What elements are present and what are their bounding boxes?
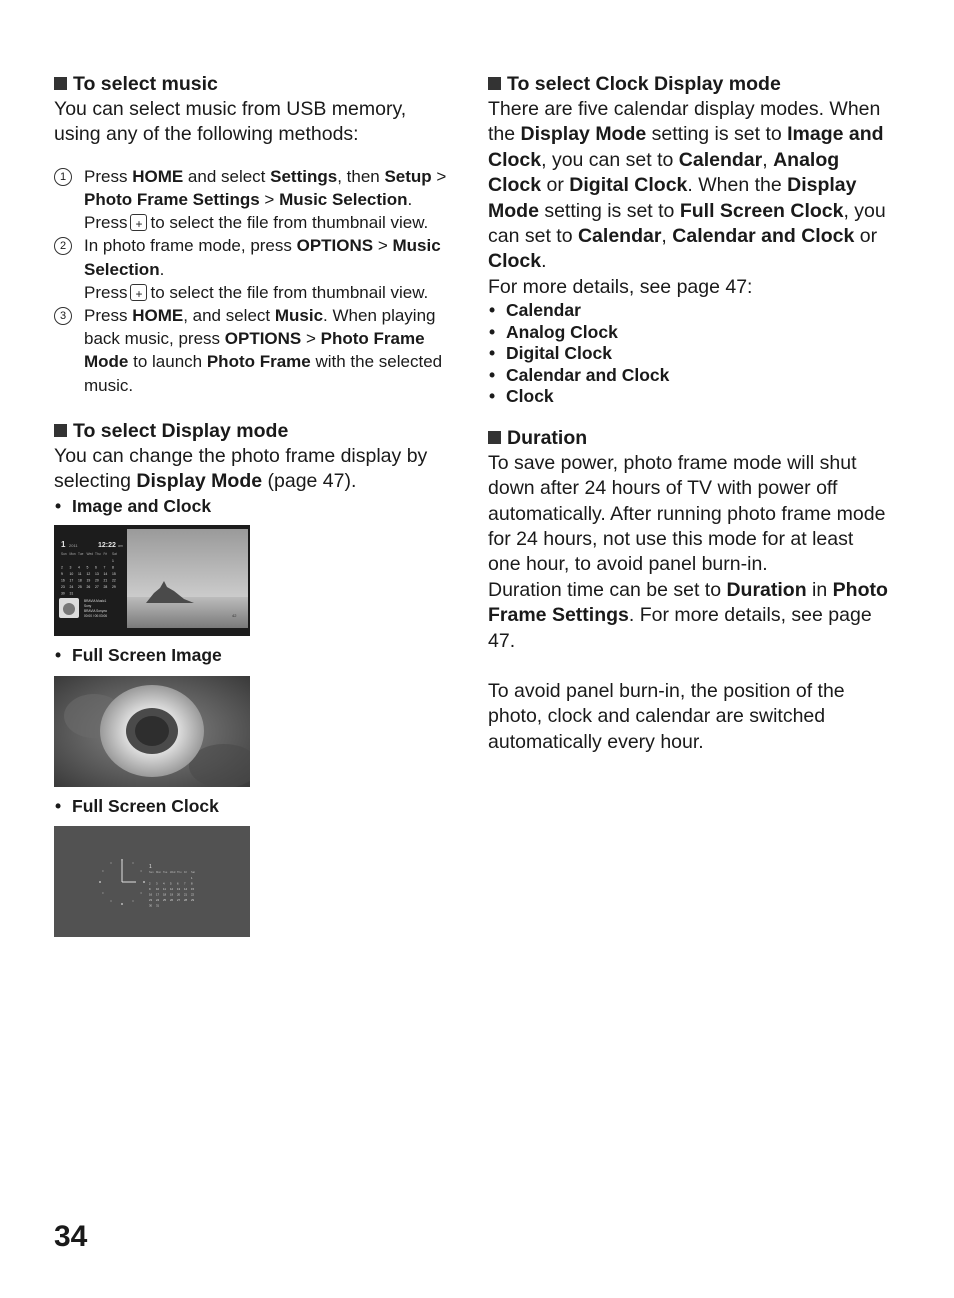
clock-display-more: For more details, see page 47: — [488, 275, 753, 298]
mode-full-screen-image-label: • Full Screen Image — [54, 645, 449, 667]
clock-calendar-date: 27 — [177, 898, 181, 903]
select-music-intro: You can select music from USB memory, using any of the following methods: — [54, 98, 407, 146]
clock-calendar-date: 2 — [149, 881, 151, 886]
step-number-2: 2 — [54, 237, 72, 255]
mode-full-screen-clock-label: • Full Screen Clock — [54, 796, 449, 818]
clock-calendar-date: 19 — [170, 892, 174, 897]
clock-calendar-date: 4 — [163, 881, 165, 886]
clock-weekday-label: Fri — [184, 871, 188, 875]
clock-tick — [133, 901, 134, 902]
step-number-1: 1 — [54, 168, 72, 186]
clock-weekday-label: Tue — [163, 871, 168, 875]
clock-calendar-date: 31 — [156, 903, 160, 908]
calendar-date: 10 — [69, 572, 74, 577]
clock-calendar-date: 30 — [149, 903, 153, 908]
clock-time: 12:22 — [98, 542, 116, 550]
calendar-date: 18 — [78, 578, 82, 583]
select-music-heading: To select music — [54, 71, 449, 97]
weekday-label: Wed — [86, 552, 93, 557]
calendar-date: 30 — [61, 591, 65, 596]
clock-calendar-date: 3 — [156, 881, 158, 886]
clock-mode-list — [488, 300, 888, 408]
clock-weekday-label: Wed — [170, 871, 176, 875]
music-info — [84, 599, 107, 618]
clock-tick — [121, 903, 123, 905]
calendar-date: 9 — [61, 572, 63, 577]
calendar-date: 20 — [95, 578, 99, 583]
left-column — [54, 71, 449, 937]
calendar-date: 14 — [103, 572, 108, 577]
clock-calendar-date: 15 — [191, 887, 195, 892]
list-item: • Analog Clock — [488, 322, 888, 344]
clock-screen-background — [54, 826, 250, 937]
music-step-2: 2 In photo frame mode, press OPTIONS > Music Selection. Press+ to select the file from thumbnail view. — [54, 234, 449, 304]
calendar-date: 1 — [112, 559, 114, 564]
clock-calendar-date: 6 — [177, 881, 179, 886]
clock-calendar-date: 23 — [149, 898, 153, 903]
duration-paragraph-1: To save power, photo frame mode will shut down after 24 hours of TV with power off automatically. After running photo frame mode for 24 hours, not use this mode for at least one hour, to avoid panel burn-in. — [488, 451, 886, 576]
mode-image-and-clock-label: • Image and Clock — [54, 496, 449, 518]
clock-calendar-date: 24 — [156, 898, 160, 903]
calendar-date: 7 — [103, 565, 106, 570]
calendar-date: 8 — [112, 565, 114, 570]
music-info-line: BRAVIA Sonyza — [84, 609, 107, 614]
clock-calendar-date: 17 — [156, 892, 160, 897]
weekday-label: Fri — [103, 552, 108, 557]
clock-weekday-label: Sun — [149, 871, 154, 875]
clock-ampm: am — [118, 544, 123, 549]
clock-weekday-label: Mon — [156, 871, 162, 875]
calendar-date: 25 — [78, 585, 82, 590]
clock-calendar-date: 20 — [177, 892, 181, 897]
music-info-line: Sony — [84, 604, 92, 609]
calendar-date: 6 — [95, 565, 97, 570]
right-column — [488, 71, 888, 755]
music-info-line: BRAVIA Music1 — [84, 599, 107, 604]
weekday-label: Sun — [61, 552, 67, 557]
music-step-1: 1 Press HOME and select Settings, then Setup > Photo Frame Settings > Music Selection. Press+ to select the file from thumbnail view. — [54, 165, 449, 235]
clock-tick — [102, 893, 103, 894]
select-clock-display-heading: To select Clock Display mode — [488, 71, 888, 97]
calendar-date: 4 — [78, 565, 80, 570]
select-display-intro: You can change the photo frame display by selecting Display Mode (page 47). — [54, 444, 428, 493]
clock-calendar-date: 1 — [191, 876, 193, 881]
calendar-date: 29 — [112, 585, 116, 590]
clock-calendar-date: 10 — [156, 887, 160, 892]
calendar-date: 27 — [95, 585, 99, 590]
full-screen-clock-screen — [54, 826, 250, 937]
sunflower-core — [135, 716, 169, 746]
duration-heading: Duration — [488, 425, 888, 451]
image-and-clock-screen — [54, 525, 250, 636]
calendar-date: 19 — [86, 578, 91, 583]
clock-calendar-date: 7 — [184, 881, 186, 886]
clock-calendar-date: 11 — [163, 887, 166, 892]
clock-tick — [141, 893, 142, 894]
calendar-date: 5 — [86, 565, 89, 570]
music-steps — [54, 165, 449, 397]
calendar-date: 23 — [61, 585, 65, 590]
clock-weekday-label: Thu — [177, 871, 182, 875]
square-bullet-icon — [488, 431, 501, 444]
clock-tick — [121, 859, 123, 861]
disc-icon — [63, 603, 75, 615]
clock-display-paragraph: There are five calendar display modes. When the Display Mode setting is set to Image and Clock, you can set to Calendar, Analog Clock or Digital Clock. When the Display Mode setting is set to Full Screen Clock, you can set to Calendar, Calendar and Clock or Clock. — [488, 98, 886, 273]
clock-tick — [111, 901, 112, 902]
clock-tick — [143, 881, 145, 883]
calendar-date: 28 — [103, 585, 108, 590]
clock-tick — [99, 881, 101, 883]
calendar-date: 16 — [61, 578, 65, 583]
music-step-3: 3 Press HOME, and select Music. When playing back music, press OPTIONS > Photo Frame Mode to launch Photo Frame with the selected music. — [54, 304, 449, 397]
calendar-date: 17 — [69, 578, 74, 583]
calendar-date: 31 — [69, 591, 74, 596]
clock-tick — [111, 863, 112, 864]
square-bullet-icon — [54, 77, 67, 90]
square-bullet-icon — [488, 77, 501, 90]
clock-calendar-day: 1 — [149, 864, 152, 871]
clock-weekday-label: Sat — [191, 871, 195, 875]
calendar-day: 1 — [61, 540, 66, 550]
calendar-date: 22 — [112, 578, 116, 583]
select-display-heading: To select Display mode — [54, 418, 449, 444]
weekday-label: Tue — [78, 552, 84, 557]
calendar-date: 2 — [61, 565, 63, 570]
calendar-date: 13 — [95, 572, 99, 577]
list-item: • Calendar and Clock — [488, 365, 888, 387]
clock-calendar-date: 21 — [184, 892, 188, 897]
clock-calendar-date: 13 — [177, 887, 181, 892]
clock-calendar-date: 28 — [184, 898, 188, 903]
duration-paragraph-3: To avoid panel burn-in, the position of the photo, clock and calendar are switched automatically every hour. — [488, 680, 845, 753]
list-item: • Clock — [488, 386, 888, 408]
full-screen-image-screen — [54, 676, 250, 787]
clock-calendar-date: 12 — [170, 887, 174, 892]
weekday-label: Thu — [95, 552, 101, 557]
clock-calendar-date: 14 — [184, 887, 188, 892]
clock-tick — [133, 863, 134, 864]
step-number-3: 3 — [54, 307, 72, 325]
list-item: • Digital Clock — [488, 343, 888, 365]
enter-button-icon — [130, 284, 147, 301]
clock-calendar-date: 25 — [163, 898, 167, 903]
calendar-date: 11 — [78, 572, 82, 577]
clock-calendar-date: 22 — [191, 892, 195, 897]
list-item: • Calendar — [488, 300, 888, 322]
weekday-label: Sat — [112, 552, 117, 557]
music-info-line: 00:00 / 00:03:06 — [84, 614, 108, 619]
clock-calendar-date: 18 — [163, 892, 167, 897]
page-number: 34 — [54, 1220, 88, 1253]
counter-label: 42 — [232, 613, 237, 619]
clock-calendar-date: 8 — [191, 881, 193, 886]
clock-calendar-date: 5 — [170, 881, 172, 886]
calendar-year: 2011 — [69, 543, 78, 549]
clock-tick — [141, 871, 142, 872]
calendar-date: 21 — [103, 578, 108, 583]
calendar-date: 12 — [86, 572, 91, 577]
duration-paragraph-2: Duration time can be set to Duration in Photo Frame Settings. For more details, see page 47. — [488, 578, 888, 652]
clock-calendar-date: 16 — [149, 892, 153, 897]
enter-button-icon — [130, 214, 147, 231]
calendar-date: 3 — [69, 565, 72, 570]
weekday-label: Mon — [69, 552, 76, 557]
calendar-date: 24 — [69, 585, 74, 590]
clock-calendar-date: 29 — [191, 898, 195, 903]
clock-calendar-date: 26 — [170, 898, 174, 903]
square-bullet-icon — [54, 424, 67, 437]
clock-calendar-date: 9 — [149, 887, 151, 892]
clock-tick — [102, 871, 103, 872]
calendar-date: 26 — [86, 585, 91, 590]
calendar-date: 15 — [112, 572, 116, 577]
